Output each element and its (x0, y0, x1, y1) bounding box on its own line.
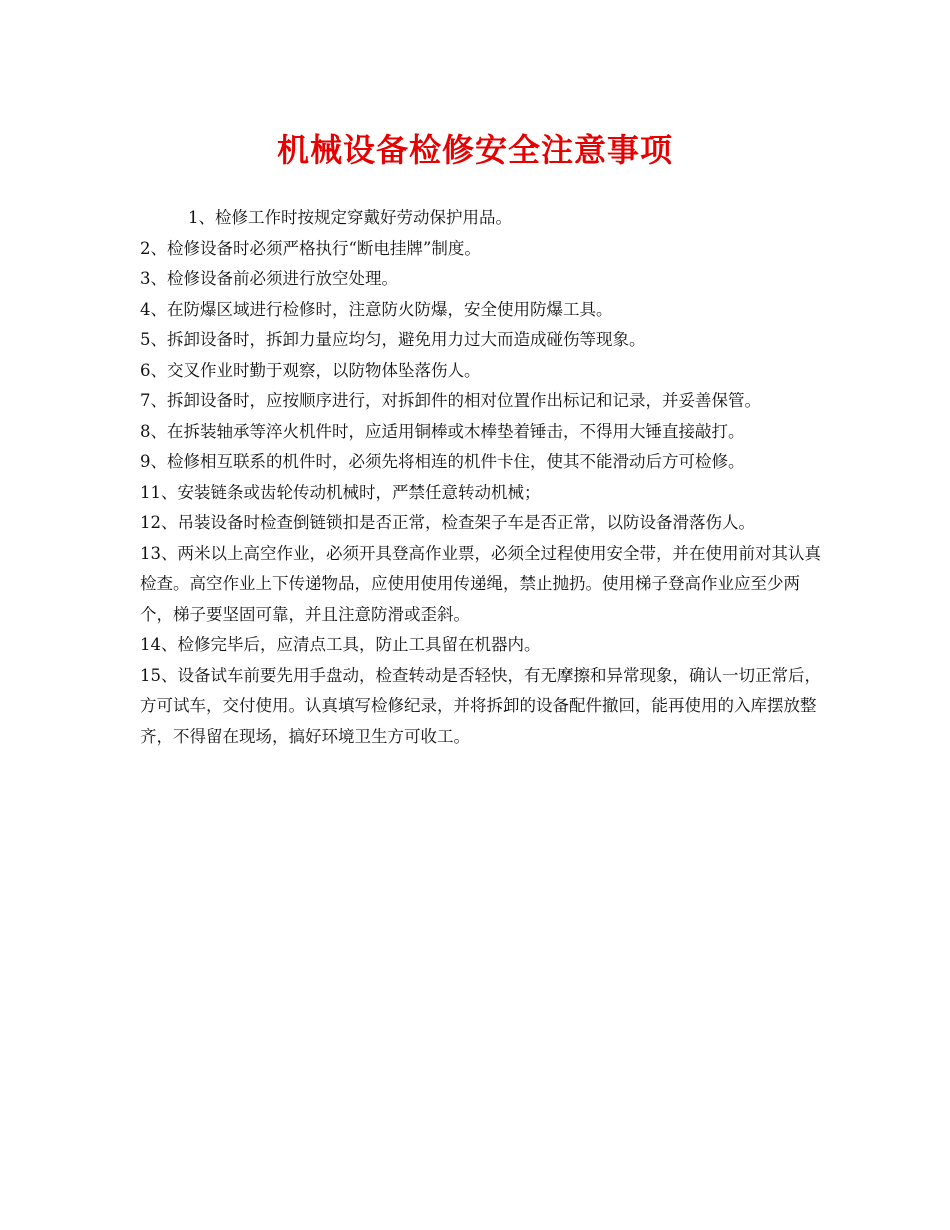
list-item: 15、设备试车前要先用手盘动，检查转动是否轻快，有无摩擦和异常现象，确认一切正常后，方可试车，交付使用。认真填写检修纪录，并将拆卸的设备配件撤回，能再使用的入库摆放整齐，不得留在现场，搞好环境卫生方可收工。 (140, 665, 821, 746)
list-item: 7、拆卸设备时，应按顺序进行，对拆卸件的相对位置作出标记和记录，并妥善保管。 (140, 391, 761, 410)
document-body (140, 203, 830, 752)
list-item: 6、交叉作业时勤于观察，以防物体坠落伤人。 (140, 360, 481, 380)
list-item: 11、安装链条或齿轮传动机械时，严禁任意转动机械； (140, 482, 541, 502)
list-item: 1、检修工作时按规定穿戴好劳动保护用品。 (188, 208, 512, 227)
list-item: 12、吊装设备时检查倒链锁扣是否正常，检查架子车是否正常，以防设备滑落伤人。 (140, 513, 755, 532)
list-item: 4、在防爆区域进行检修时，注意防火防爆，安全使用防爆工具。 (140, 299, 613, 319)
list-item: 14、检修完毕后，应清点工具，防止工具留在机器内。 (140, 635, 541, 654)
page-title: 机械设备检修安全注意事项 (276, 131, 673, 169)
list-item: 13、两米以上高空作业，必须开具登高作业票，必须全过程使用安全带，并在使用前对其认真检查。高空作业上下传递物品，应使用使用传递绳，禁止抛扔。使用梯子登高作业应至少两个，梯子要坚固可靠，并且注意防滑或歪斜。 (140, 543, 821, 624)
list-item: 9、检修相互联系的机件时，必须先将相连的机件卡住，使其不能滑动后方可检修。 (140, 452, 745, 471)
list-item: 2、检修设备时必须严格执行“断电挂牌”制度。 (140, 238, 481, 258)
list-item: 8、在拆装轴承等淬火机件时，应适用铜棒或木棒垫着锤击，不得用大锤直接敲打。 (140, 421, 745, 441)
list-item: 5、拆卸设备时，拆卸力量应均匀，避免用力过大而造成碰伤等现象。 (140, 330, 646, 349)
list-item: 3、检修设备前必须进行放空处理。 (140, 269, 398, 288)
